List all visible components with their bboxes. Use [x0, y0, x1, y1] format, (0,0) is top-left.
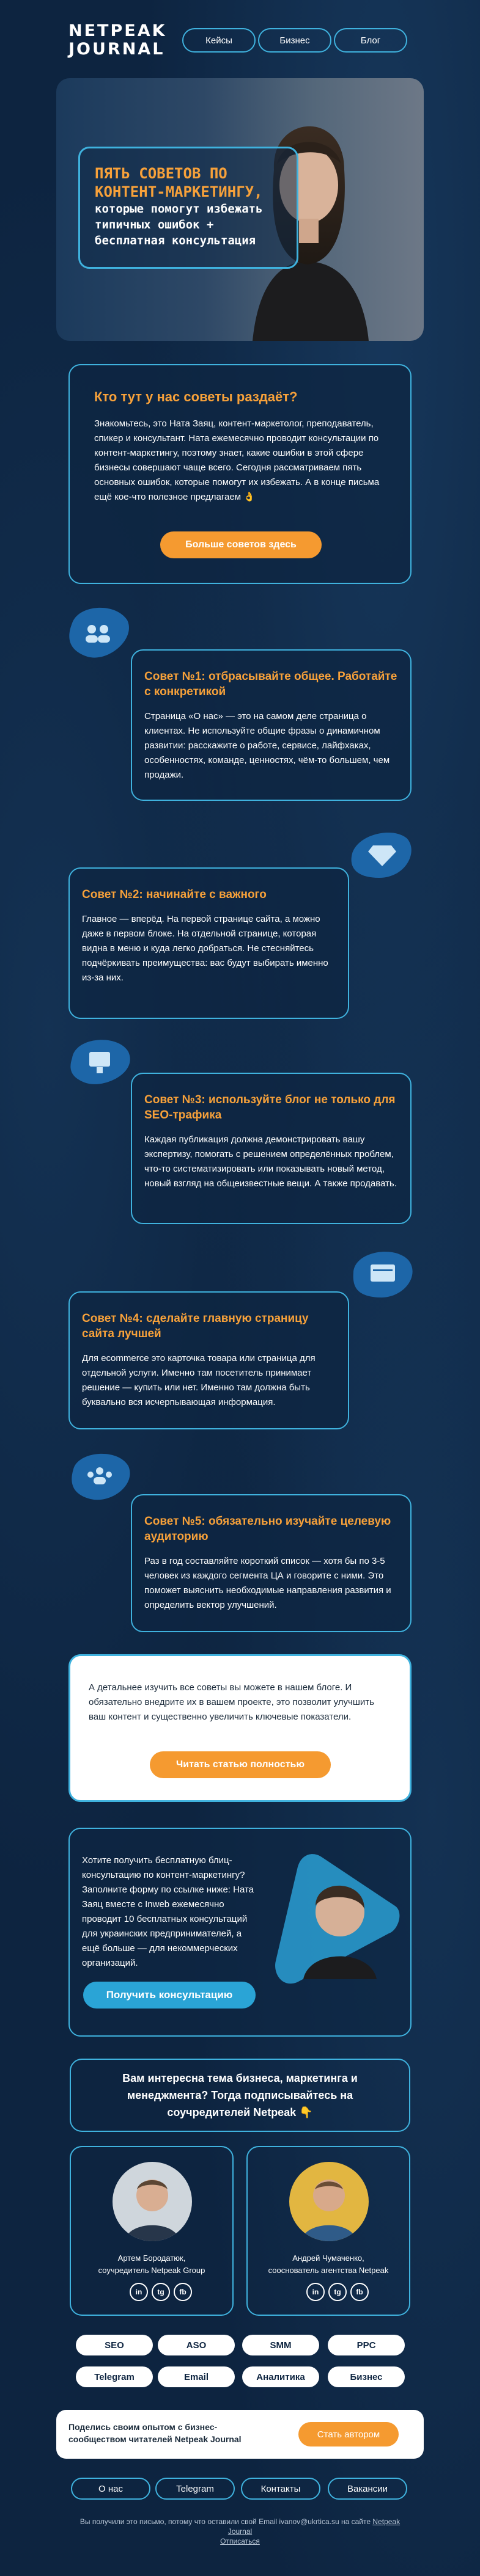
- share-text: Поделись своим опытом с бизнес-сообществом читателей Netpeak Journal: [68, 2422, 242, 2444]
- tip5-text: Раз в год составляйте короткий список — хотя бы по 3-5 человек из каждого сегмента ЦА и говорите с ними. Это поможет выяснить необходимые направления развития и определить вектор улучшений.: [144, 1556, 391, 1610]
- get-consultation-button[interactable]: Получить консультацию: [83, 1982, 256, 2009]
- consult-text: Хотите получить бесплатную блиц-консультацию по контент-маркетингу? Заполните форму по ссылке ниже: Ната Заяц вместе с Inweb ежемесячно проводит 10 бесплатных консультаций для украинских предпринимателей, а ещё больше — для некоммерческих организаций.: [82, 1855, 254, 1968]
- tag-email[interactable]: Email: [158, 2366, 235, 2387]
- tip3-title: Совет №3: используйте блог не только для SEO-трафика: [144, 1093, 396, 1122]
- hero-title-box: [78, 147, 298, 269]
- legal-text: [67, 2517, 413, 2546]
- linkedin-icon[interactable]: in: [306, 2283, 325, 2301]
- tip1-blob: [66, 605, 133, 660]
- person-name-block: [248, 2252, 409, 2277]
- share-banner: [56, 2410, 424, 2459]
- card-icon: [371, 1264, 395, 1282]
- tag-analytics[interactable]: Аналитика: [242, 2366, 319, 2387]
- subscribe-banner: Вам интересна тема бизнеса, маркетинга и менеджмента? Тогда подписывайтесь на соучредителей Netpeak 👇: [70, 2059, 410, 2132]
- hero-banner: [56, 78, 424, 341]
- tip5-card: [131, 1494, 412, 1632]
- tip2-title: Совет №2: начинайте с важного: [82, 888, 267, 901]
- article-card: [68, 1654, 412, 1802]
- consultant-photo: [273, 1851, 401, 2004]
- tip2-card: [68, 867, 349, 1019]
- tip2-text: Главное — вперёд. На первой странице сайта, а можно даже в первом блоке. На отдельной странице, которая видна в меню и куда легко добраться. Не стесняйтесь подчёркивать преимущества: вас будут выбирать именно из-за них.: [82, 914, 328, 983]
- person-card-1: [70, 2146, 234, 2316]
- intro-title: Кто тут у нас советы раздаёт?: [94, 389, 298, 404]
- avatar: [289, 2162, 369, 2241]
- tag-telegram[interactable]: Telegram: [76, 2366, 153, 2387]
- tip1-text: Страница «О нас» — это на самом деле страница о клиентах. Не используйте общие фразы о динамичном развитии: расскажите о работе, сервисе, лайфхаках, особенностях, команде, ценностях, чём-то большем, чем продажи.: [144, 711, 390, 780]
- tip4-text: Для ecommerce это карточка товара или страница для отдельной услуги. Именно там посетитель принимает решение — купить или нет. Именно там должна быть буквально вся исчерпывающая информация.: [82, 1353, 316, 1407]
- consult-card: [68, 1828, 412, 2037]
- legal-sentence: Вы получили это письмо, потому что оставили свой Email ivanov@ukrtica.su на сайте: [79, 2517, 371, 2526]
- tip5-title: Совет №5: обязательно изучайте целевую аудиторию: [144, 1515, 391, 1543]
- tag-seo[interactable]: SEO: [76, 2335, 153, 2355]
- tip3-blob: [66, 1034, 133, 1089]
- tip2-blob: [349, 826, 416, 881]
- person-name: Артем Бородатюк,: [117, 2253, 186, 2263]
- more-tips-button[interactable]: Больше советов здесь: [160, 531, 322, 558]
- tag-business[interactable]: Бизнес: [328, 2366, 405, 2387]
- tip4-blob: [349, 1245, 416, 1300]
- tip4-card: [68, 1291, 349, 1429]
- footer-contacts[interactable]: Контакты: [241, 2478, 320, 2500]
- facebook-icon[interactable]: fb: [174, 2283, 192, 2301]
- facebook-icon[interactable]: fb: [350, 2283, 369, 2301]
- footer-about[interactable]: О нас: [71, 2478, 150, 2500]
- person-role: сооснователь агентства Netpeak: [268, 2266, 389, 2275]
- tag-smm[interactable]: SMM: [242, 2335, 319, 2355]
- tip4-title: Совет №4: сделайте главную страницу сайта лучшей: [82, 1312, 309, 1340]
- become-author-button[interactable]: Стать автором: [298, 2422, 399, 2446]
- tip3-card: [131, 1073, 412, 1224]
- hero-subtitle: которые помогут избежать типичных ошибок + бесплатная консультация: [95, 202, 263, 247]
- person-name: Андрей Чумаченко,: [292, 2253, 364, 2263]
- tip1-card: [131, 649, 412, 801]
- unsubscribe-link[interactable]: Отписаться: [220, 2537, 260, 2545]
- nav-blog[interactable]: Блог: [334, 28, 407, 53]
- article-text: А детальнее изучить все советы вы можете в нашем блоге. И обязательно внедрите их в вашем проекте, это позволит улучшить ваш контент и существенно увеличить ключевые показатели.: [89, 1682, 374, 1722]
- footer-telegram[interactable]: Telegram: [155, 2478, 235, 2500]
- read-article-button[interactable]: Читать статью полностью: [150, 1751, 331, 1778]
- tag-aso[interactable]: ASO: [158, 2335, 235, 2355]
- nav-business[interactable]: Бизнес: [258, 28, 331, 53]
- footer-vacancies[interactable]: Вакансии: [328, 2478, 407, 2500]
- person-name-block: [71, 2252, 232, 2277]
- telegram-icon[interactable]: tg: [328, 2283, 347, 2301]
- nav-cases[interactable]: Кейсы: [182, 28, 256, 53]
- tip1-title: Совет №1: отбрасывайте общее. Работайте с конкретикой: [144, 670, 397, 698]
- tag-ppc[interactable]: PPC: [328, 2335, 405, 2355]
- intro-card: [68, 364, 412, 584]
- tip5-blob: [66, 1448, 133, 1503]
- person-role: соучредитель Netpeak Group: [98, 2266, 205, 2275]
- avatar: [113, 2162, 192, 2241]
- telegram-icon[interactable]: tg: [152, 2283, 170, 2301]
- intro-text: Знакомьтесь, это Ната Заяц, контент-маркетолог, преподаватель, спикер и консультант. Ната ежемесячно проводит консультации по контент-маркетингу, поэтому знает, какие ошибки в этой сфере бизнесы совершают чаще всего. Сегодня рассматриваем пять основных ошибок, которые помогут их избежать. А в конце письма ещё кое-что полезное предлагаем 👌: [94, 418, 380, 502]
- person-card-2: [246, 2146, 410, 2316]
- linkedin-icon[interactable]: in: [130, 2283, 148, 2301]
- tip3-text: Каждая публикация должна демонстрировать вашу экспертизу, помогать с решением определённых проблем, что-то систематизировать или показывать новый метод, новый взгляд на общеизвестные вещи. А также продавать.: [144, 1134, 397, 1189]
- logo[interactable]: NETPEAK JOURNAL: [68, 21, 167, 59]
- legal-link[interactable]: Netpeak Journal: [227, 2517, 401, 2536]
- hero-title: ПЯТЬ СОВЕТОВ ПО КОНТЕНТ-МАРКЕТИНГУ,: [95, 165, 263, 200]
- header: [0, 0, 480, 79]
